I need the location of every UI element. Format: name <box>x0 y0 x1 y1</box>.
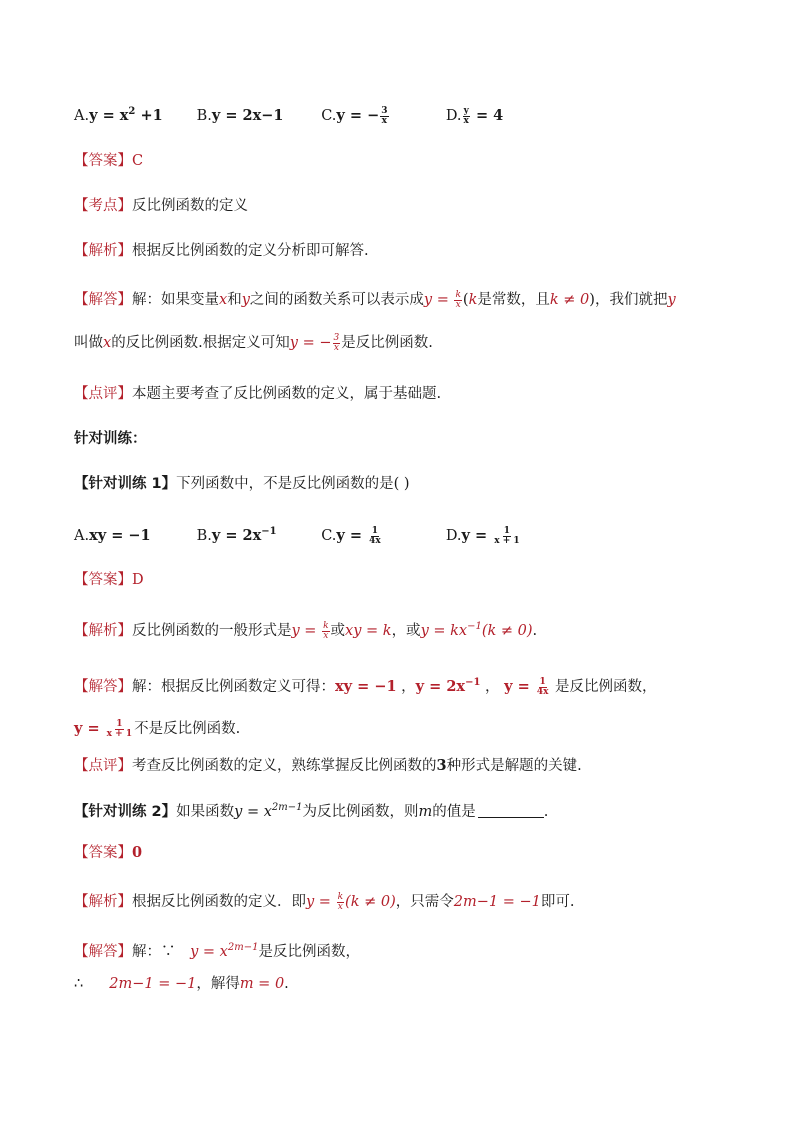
solution-text: ， <box>480 679 505 695</box>
option-d <box>446 106 503 126</box>
t1-option-c-fraction <box>368 527 382 546</box>
answer-blank[interactable] <box>478 803 544 818</box>
t1-option-d-fraction <box>493 527 520 546</box>
solution-label: 【解答】 <box>74 679 132 695</box>
solution-text: 不是反比例函数. <box>134 721 241 737</box>
t1-option-a-math: xy = −1 <box>89 527 151 544</box>
option-c-prefix: C. <box>321 108 337 124</box>
option-a-rest: +1 <box>135 107 163 124</box>
fraction-den: x + 1 <box>494 535 520 546</box>
math-formula: 2m−1 = −1 <box>453 894 541 910</box>
q0-solution-line1 <box>74 290 676 310</box>
solution-text: ， <box>396 679 416 695</box>
solution-text: 是常数，且 <box>477 292 550 308</box>
solution-text: 和 <box>227 292 242 308</box>
t1-option-b <box>197 526 317 546</box>
t1-option-d <box>446 526 522 546</box>
option-c-fraction <box>380 107 388 126</box>
option-a-sup: 2 <box>128 106 136 117</box>
t1-options <box>74 526 522 546</box>
math-formula: 2m−1 = −1 <box>109 976 197 992</box>
solution-text: ( <box>462 292 469 308</box>
fraction-num: k <box>323 620 329 631</box>
solution-text: . <box>284 976 289 992</box>
review-label: 【点评】 <box>74 386 132 402</box>
section-title: 针对训练： <box>74 431 147 447</box>
fraction-num: 3 <box>333 332 340 343</box>
solution-text: 解：根据反比例函数定义可得： <box>132 679 335 695</box>
q0-answer <box>74 151 143 171</box>
fraction-1-over-4x <box>536 678 550 697</box>
t2-question-text: 如果函数 <box>176 804 235 820</box>
solution-text: 是反比例函数， <box>258 944 360 960</box>
q0-review <box>74 384 441 404</box>
solution-text: ，解得 <box>196 976 240 992</box>
fraction-den: x + 1 <box>106 728 133 739</box>
math-var-k: k <box>468 292 478 308</box>
answer-value: C <box>132 153 144 169</box>
option-a-math <box>89 107 163 124</box>
solution-text: 是反比例函数， <box>550 679 657 695</box>
analysis-text: 即可. <box>540 894 575 910</box>
fraction-num: k <box>455 289 461 300</box>
therefore-symbol: ∴ <box>74 976 84 992</box>
option-b <box>197 106 317 126</box>
option-b-math: y = 2x−1 <box>211 107 284 124</box>
option-c-num: 3 <box>381 105 388 116</box>
t2-solution-line1 <box>74 942 360 962</box>
option-c <box>321 106 441 126</box>
t1-option-c-math: y = <box>336 527 368 544</box>
math-formula: xy = −1 <box>335 678 397 695</box>
math-sup: −1 <box>465 677 481 688</box>
t1-label: 【针对训练 1】 <box>74 476 177 492</box>
analysis-text: 根据反比例函数的定义．即 <box>132 894 306 910</box>
math-formula: k ≠ 0 <box>549 292 590 308</box>
solution-label: 【解答】 <box>74 292 132 308</box>
math-formula: y = x <box>190 944 228 960</box>
review-text: 考查反比例函数的定义，熟练掌握反比例函数的 <box>132 758 437 774</box>
solution-text: )，我们就把 <box>589 292 668 308</box>
math-formula: (k ≠ 0) <box>345 894 396 910</box>
answer-label: 【答案】 <box>74 572 132 588</box>
math-formula: y = <box>74 720 105 737</box>
math-var-m: m <box>418 804 433 820</box>
analysis-label: 【解析】 <box>74 894 132 910</box>
fraction-3-over-x <box>333 334 341 353</box>
t1-solution-line1 <box>74 677 657 697</box>
option-a-prefix: A. <box>74 108 90 124</box>
q0-point <box>74 196 248 216</box>
t1-option-c <box>321 526 441 546</box>
t2-analysis <box>74 892 574 912</box>
solution-text: 之间的函数关系可以表示成 <box>249 292 424 308</box>
point-text: 反比例函数的定义 <box>132 198 248 214</box>
math-formula: y = <box>306 894 336 910</box>
math-formula: y = − <box>289 335 332 351</box>
math-formula: (k ≠ 0) <box>481 623 533 639</box>
t1-option-b-sup: −1 <box>261 526 277 537</box>
math-var-x: x <box>219 292 228 308</box>
q0-solution-line2 <box>74 333 433 353</box>
t1-question-text: 下列函数中，不是反比例函数的是( ) <box>176 476 410 492</box>
option-c-math: y = − <box>336 107 380 124</box>
solution-label: 【解答】 <box>74 944 132 960</box>
option-d-fraction <box>463 107 470 126</box>
t1-option-b-prefix: B. <box>196 528 212 544</box>
fraction-k-over-x <box>454 291 461 310</box>
solution-text: 解：∵ <box>132 944 181 960</box>
t2-answer <box>74 843 142 863</box>
option-d-num: y <box>463 105 469 116</box>
analysis-text: 反比例函数的一般形式是 <box>132 623 292 639</box>
t1-answer <box>74 570 144 590</box>
analysis-text: ，或 <box>391 623 421 639</box>
fraction-1-over-x-plus-1 <box>106 720 133 739</box>
analysis-text: ，只需令 <box>395 894 454 910</box>
t2-solution-line2 <box>74 974 289 994</box>
point-label: 【考点】 <box>74 198 132 214</box>
math-formula: xy = k <box>345 623 392 639</box>
option-d-den: x <box>463 115 469 126</box>
solution-text: 的反比例函数.根据定义可知 <box>111 335 290 351</box>
math-formula: y = kx <box>420 623 468 639</box>
t1-solution-line2 <box>74 719 240 739</box>
answer-label: 【答案】 <box>74 845 132 861</box>
t1-option-a <box>74 526 192 546</box>
math-formula: y = <box>291 623 322 639</box>
math-var-x: x <box>103 335 112 351</box>
analysis-label: 【解析】 <box>74 623 132 639</box>
fraction-num: 1 <box>371 525 379 536</box>
t2-question-text: 为反比例函数，则 <box>302 804 419 820</box>
analysis-text: 或 <box>330 623 346 639</box>
fraction-den: 4x <box>536 686 549 697</box>
review-text: 本题主要考查了反比例函数的定义，属于基础题. <box>132 386 442 402</box>
fraction-den: x <box>333 342 339 353</box>
t1-review <box>74 756 582 776</box>
t2-question-text: 的值是 <box>432 804 476 820</box>
math-formula: y = <box>423 292 454 308</box>
t1-option-c-prefix: C. <box>321 528 337 544</box>
math-var-y: y <box>667 292 676 308</box>
analysis-label: 【解析】 <box>74 243 132 259</box>
fraction-num: 1 <box>116 718 123 729</box>
math-sup: 2m−1 <box>227 942 259 953</box>
fraction-k-over-x <box>337 893 344 912</box>
analysis-text: 根据反比例函数的定义分析即可解答. <box>132 243 369 259</box>
fraction-den: x <box>323 630 329 641</box>
math-formula: y = x <box>234 804 272 820</box>
option-d-rest: = 4 <box>470 107 504 124</box>
analysis-text: . <box>532 623 538 639</box>
fraction-k-over-x <box>322 622 329 641</box>
review-text: 种形式是解题的关键. <box>446 758 582 774</box>
solution-text: 叫做 <box>74 335 103 351</box>
t1-option-b-math: y = 2x <box>211 527 262 544</box>
q0-analysis <box>74 241 369 261</box>
q0-options <box>74 106 503 126</box>
fraction-den: x <box>337 901 343 912</box>
math-sup: −1 <box>467 621 482 632</box>
option-c-den: x <box>381 115 388 126</box>
option-d-prefix: D. <box>445 108 462 124</box>
math-sup: 2m−1 <box>271 802 303 813</box>
t1-option-d-prefix: D. <box>445 528 462 544</box>
option-a <box>74 106 192 126</box>
t2-question <box>74 802 548 822</box>
fraction-den: x <box>455 299 461 310</box>
answer-value: D <box>132 572 144 588</box>
answer-label: 【答案】 <box>74 153 132 169</box>
t1-question <box>74 474 410 494</box>
review-number: 3 <box>436 757 447 774</box>
fraction-num: k <box>337 891 344 902</box>
t1-option-d-math: y = <box>461 527 493 544</box>
math-formula: y = 2x <box>415 678 466 695</box>
option-a-text: y = x <box>89 107 129 124</box>
math-var-y: y <box>241 292 250 308</box>
fraction-den: 4x <box>369 535 381 546</box>
option-b-prefix: B. <box>196 108 212 124</box>
solution-text: 解：如果变量 <box>132 292 219 308</box>
math-formula: m = 0 <box>239 976 285 992</box>
t2-label: 【针对训练 2】 <box>74 804 177 820</box>
review-label: 【点评】 <box>74 758 132 774</box>
solution-text: 是反比例函数. <box>341 335 433 351</box>
fraction-num: 1 <box>503 525 511 536</box>
t1-analysis <box>74 621 537 641</box>
answer-value: 0 <box>132 844 143 861</box>
fraction-num: 1 <box>539 676 546 687</box>
t1-option-a-prefix: A. <box>74 528 90 544</box>
math-formula: y = <box>504 678 535 695</box>
t2-question-text: . <box>543 804 549 820</box>
